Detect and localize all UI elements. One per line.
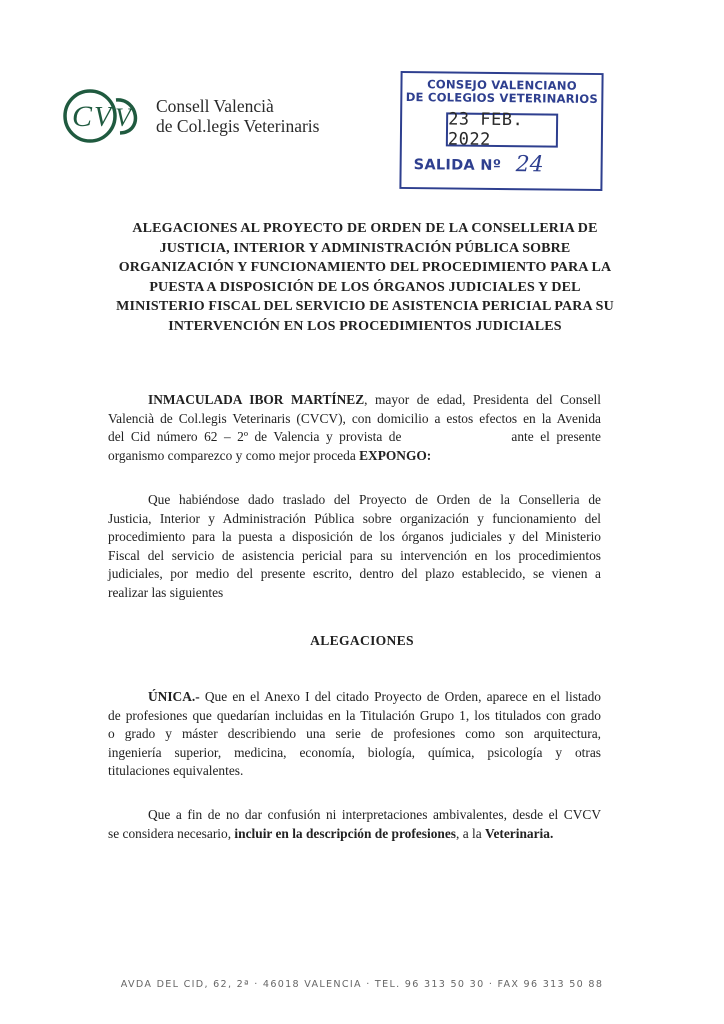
body-line: procedimiento para la puesta a disposición de los órganos judiciales y del Ministerio [108,529,601,545]
title-line: MINISTERIO FISCAL DEL SERVICIO DE ASISTENCIA PERICIAL PARA SU [116,299,614,314]
unica-paragraph [108,688,601,781]
svg-text:C: C [72,100,93,133]
cvcv-logo [60,84,319,148]
unica-label: ÚNICA.- [148,689,200,704]
logo-line-2: de Col.legis Veterinaris [156,116,320,136]
document-title [100,219,630,336]
body-line: ingeniería superior, medicina, economía, biología, química, psicología y otras [108,744,601,760]
svg-text:V: V [94,102,112,133]
stamp-org-line-1: CONSEJO VALENCIANO [427,77,577,93]
intro-line: organismo comparezco y como mejor proceda EXPONGO: [108,447,432,463]
footer-address: AVDA DEL CID, 62, 2ª · 46018 VALENCIA · TEL. 96 313 50 30 · FAX 96 313 50 88 [120,979,604,990]
body-line: titulaciones equivalentes. [108,763,244,779]
logo-wordmark [156,96,319,136]
body-line: Fiscal del servicio de asistencia pericial para su intervención en los procedimientos [108,547,601,563]
body-paragraph [108,491,601,603]
svg-text:V: V [115,103,131,132]
title-line: INTERVENCIÓN EN LOS PROCEDIMIENTOS JUDICIALES [168,318,562,334]
body-line: Que habiéndose dado traslado del Proyecto de Orden de la Conselleria de [148,492,601,507]
stamp-date: 23 FEB. 2022 [446,112,558,147]
registry-stamp [399,71,603,191]
title-line: PUESTA A DISPOSICIÓN DE LOS ÓRGANOS JUDICIALES Y DEL [149,279,581,295]
title-line: ORGANIZACIÓN Y FUNCIONAMIENTO DEL PROCEDIMIENTO PARA LA [118,260,612,275]
signatory-name: INMACULADA IBOR MARTÍNEZ [148,392,365,407]
intro-paragraph [108,391,601,465]
title-line: ALEGACIONES AL PROYECTO DE ORDEN DE LA CONSELLERIA DE [132,221,598,236]
body-line: se considera necesario, incluir en la descripción de profesiones, a la Veterinaria. [108,825,554,841]
intro-line: INMACULADA IBOR MARTÍNEZ, mayor de edad, Presidenta del Consell [148,392,601,407]
body-line: Justicia, Interior y Administración Pública sobre organización y funcionamiento del [108,510,601,526]
body-line: realizar las siguientes [108,584,224,600]
stamp-salida-number: 24 [515,152,544,178]
section-heading: ALEGACIONES [310,633,414,648]
intro-line: del Cid número 62 – 2º de Valencia y provista de ante el presente [108,429,601,445]
stamp-salida-label: SALIDA Nº [413,157,502,174]
conclusion-paragraph [108,806,601,843]
intro-line: Valencià de Col.legis Veterinaris (CVCV), con domicilio a estos efectos en la Avenida [108,410,601,426]
title-line: JUSTICIA, INTERIOR Y ADMINISTRACIÓN PÚBLICA SOBRE [159,240,571,256]
body-line: Que a fin de no dar confusión ni interpretaciones ambivalentes, desde el CVCV [148,807,601,822]
stamp-org-line-2: DE COLEGIOS VETERINARIOS [405,89,599,107]
body-line: de profesiones que quedarían incluidas en la Titulación Grupo 1, los titulados con grado [108,707,601,723]
body-line: ÚNICA.- Que en el Anexo I del citado Proyecto de Orden, aparece en el listado [148,689,601,704]
body-line: o grado y máster describiendo una serie de profesiones como son arquitectura, [108,726,601,742]
body-line: judiciales, por medio del presente escrito, dentro del plazo establecido, se vienen a [108,566,601,582]
logo-line-1: Consell Valencià [156,96,274,116]
cvcv-logo-mark-icon [60,86,150,146]
